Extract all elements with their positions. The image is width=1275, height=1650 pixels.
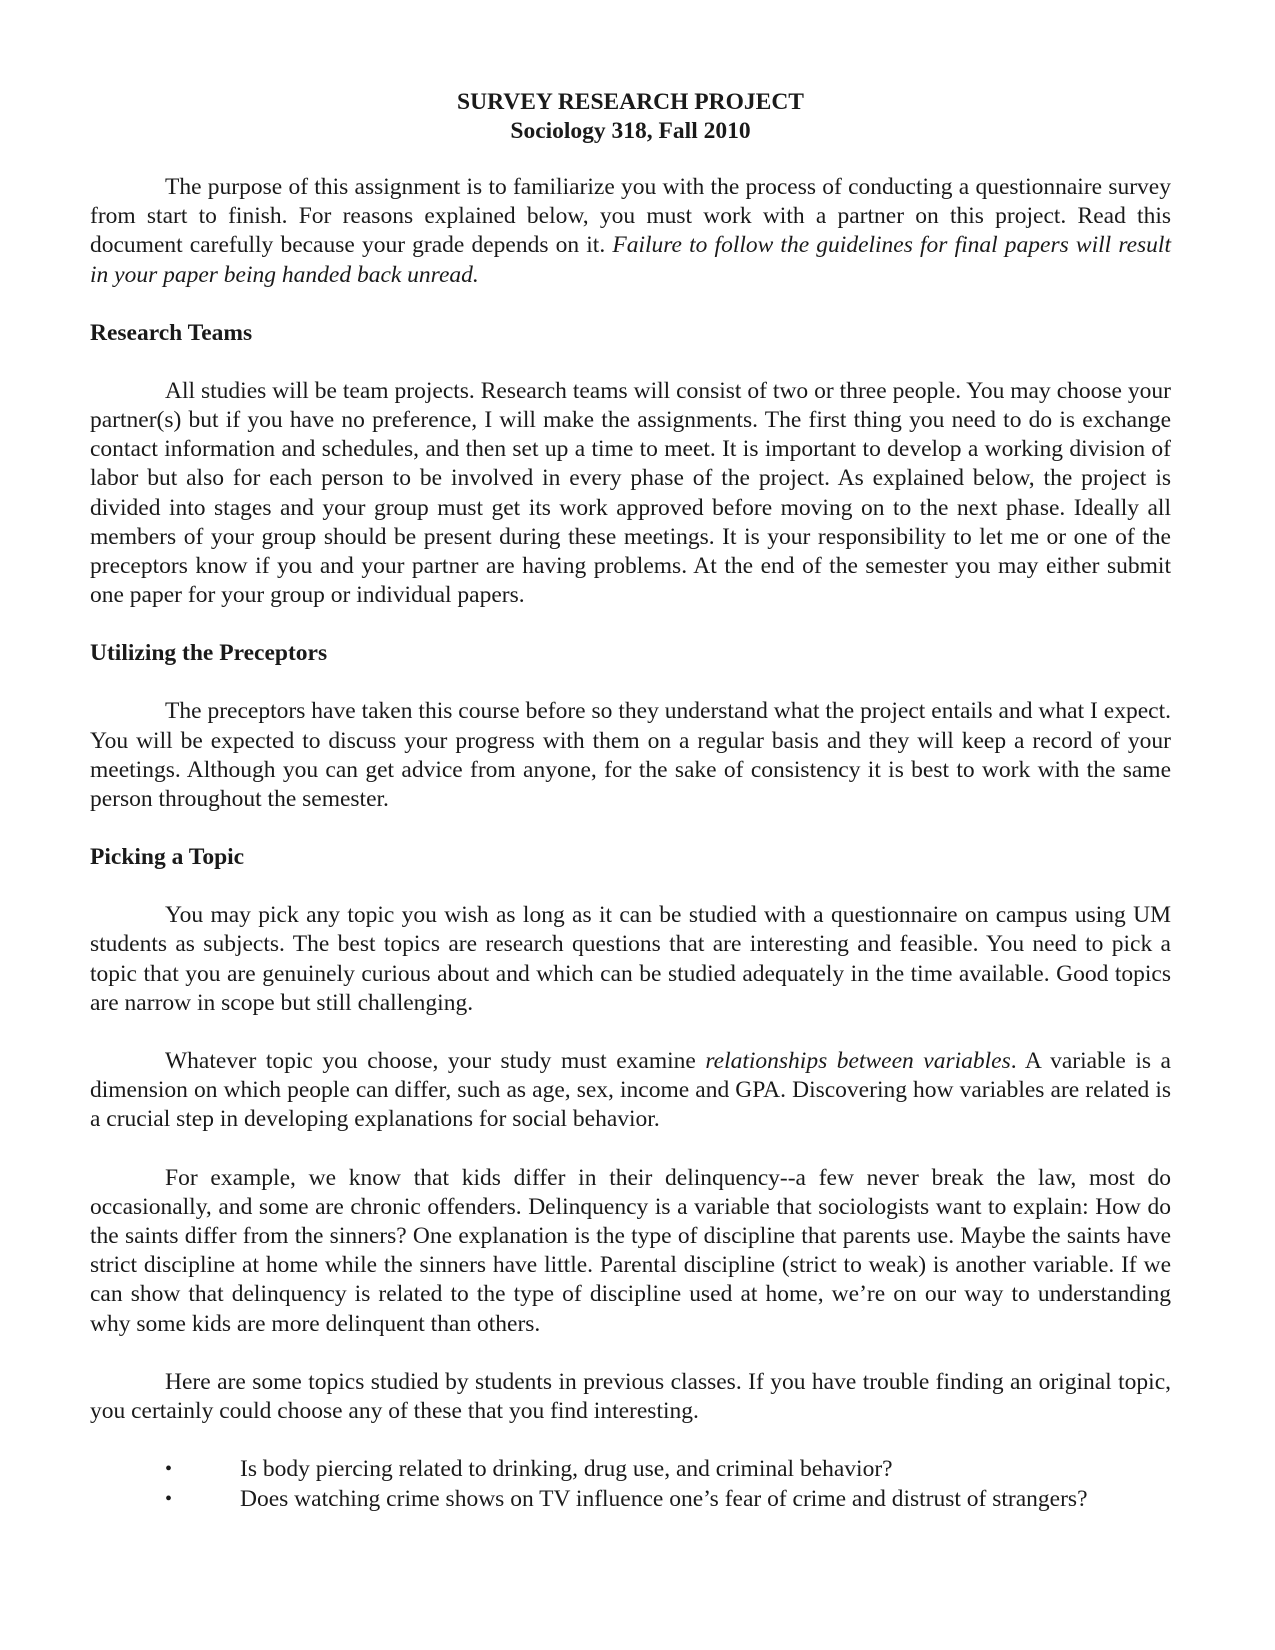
topic-list [90, 1455, 1171, 1513]
title-block [90, 88, 1171, 146]
intro-text: The purpose of this assignment is to familiarize you with the process of conducting a questionnaire survey from start to finish. For reasons explained below, you must work with a partner on this project. Read this document carefully because your grade depends on it. [90, 174, 1171, 259]
document-title: SURVEY RESEARCH PROJECT [457, 89, 804, 115]
intro-warning: Failure to follow the guidelines for final papers will result in your paper being handed back unread. [90, 232, 1171, 288]
topic-paragraph: You may pick any topic you wish as long as it can be studied with a questionnaire on campus using UM students as subjects. The best topics are research questions that are interesting and feasible. You need to pick a topic that you are genuinely curious about and which can be studied adequately in the time available. Good topics are narrow in scope but still challenging. [90, 902, 1171, 1016]
section-heading-picking-topic: Picking a Topic [90, 844, 245, 871]
list-item-text: Is body piercing related to drinking, drug use, and criminal behavior? [240, 1456, 893, 1483]
variables-emphasis: relationships between variables [705, 1048, 1011, 1075]
topics-intro-paragraph: Here are some topics studied by students in previous classes. If you have trouble finding an original topic, you certainly could choose any of these that you find interesting. [90, 1368, 1171, 1425]
preceptors-paragraph: The preceptors have taken this course before so they understand what the project entails and what I expect. You will be expected to discuss your progress with them on a regular basis and they will keep a record of your meetings. Although you can get advice from anyone, for the sake of consistency it is best to work with the same person throughout the semester. [90, 698, 1171, 813]
example-paragraph: For example, we know that kids differ in their delinquency--a few never break the law, most do occasionally, and some are chronic offenders. Delinquency is a variable that sociologists want to explain: How do the saints differ from the sinners? One explanation is the type of discipline that parents use. Maybe the saints have strict discipline at home while the sinners have little. Parental discipline (strict to weak) is another variable. If we can show that delinquency is related to the type of discipline used at home, we’re on our way to understanding why some kids are more delinquent than others. [90, 1164, 1171, 1337]
document-subtitle: Sociology 318, Fall 2010 [510, 118, 751, 144]
list-item-text: Does watching crime shows on TV influence one’s fear of crime and distrust of strangers? [240, 1485, 1088, 1512]
bullet-glyph: • [165, 1487, 173, 1510]
bullet-glyph: • [165, 1458, 173, 1481]
variables-paragraph [90, 1047, 1171, 1135]
research-teams-paragraph: All studies will be team projects. Research teams will consist of two or three people. You may choose your partner(s) but if you have no preference, I will make the assignments. The first thing you need to do is exchange contact information and schedules, and then set up a time to meet. It is important to develop a working division of labor but also for each person to be involved in every phase of the project. As explained below, the project is divided into stages and your group must get its work approved before moving on to the next phase. Ideally all members of your group should be present during these meetings. It is your responsibility to let me or one of the preceptors know if you and your partner are having problems. At the end of the semester you may either submit one paper for your group or individual papers. [90, 377, 1171, 609]
variables-text-after: . A variable is a dimension on which people can differ, such as age, sex, income and GPA. Discovering how variables are related is a crucial step in developing explanations for social behavior. [90, 1048, 1171, 1133]
list-item [90, 1455, 1171, 1484]
section-heading-preceptors: Utilizing the Preceptors [90, 640, 328, 667]
intro-paragraph [90, 173, 1171, 290]
document-page [90, 88, 1171, 1514]
variables-text-before: Whatever topic you choose, your study must examine [165, 1048, 706, 1075]
section-heading-research-teams: Research Teams [90, 319, 253, 346]
list-item [90, 1485, 1171, 1514]
